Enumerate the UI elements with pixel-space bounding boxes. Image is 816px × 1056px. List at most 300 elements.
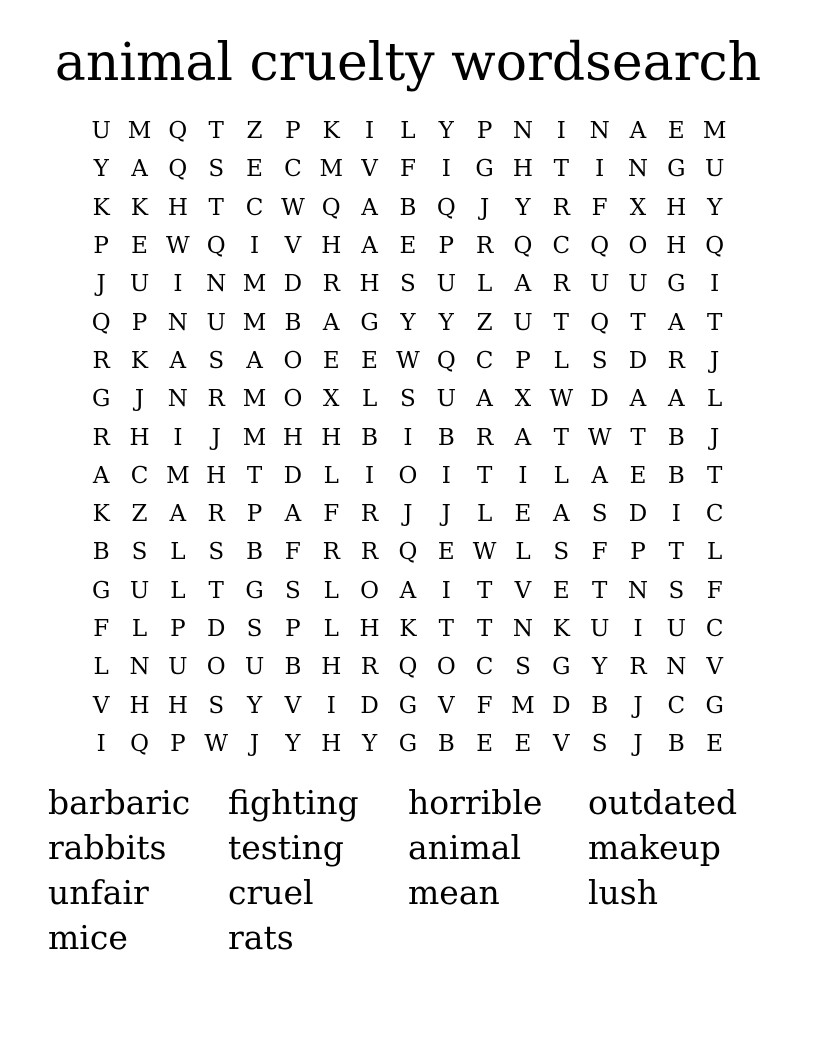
grid-cell: D bbox=[590, 386, 609, 413]
grid-cell: G bbox=[705, 692, 724, 719]
grid-cell: S bbox=[668, 577, 685, 604]
grid-cell: L bbox=[323, 577, 339, 604]
grid-cell: Q bbox=[436, 194, 456, 221]
grid-cell: K bbox=[399, 616, 417, 642]
grid-row bbox=[82, 725, 734, 763]
grid-cell: R bbox=[207, 501, 225, 528]
grid-cell: J bbox=[403, 501, 413, 528]
grid-cell: F bbox=[93, 616, 110, 642]
grid-cell: C bbox=[284, 156, 302, 183]
grid-cell: K bbox=[92, 501, 110, 528]
grid-cell: L bbox=[476, 501, 493, 528]
word-row bbox=[48, 825, 768, 870]
grid-cell: O bbox=[283, 386, 303, 413]
grid-cell: U bbox=[244, 654, 265, 681]
grid-cell: B bbox=[437, 730, 455, 757]
grid-cell: B bbox=[667, 730, 685, 757]
grid-cell: K bbox=[92, 194, 110, 221]
grid-cell: T bbox=[476, 577, 493, 604]
grid-cell: A bbox=[629, 118, 647, 145]
grid-cell: F bbox=[476, 692, 493, 719]
grid-cell: L bbox=[361, 386, 378, 413]
grid-cell: B bbox=[399, 194, 417, 221]
grid-cell: E bbox=[706, 730, 724, 757]
grid-cell: E bbox=[552, 577, 570, 604]
grid-cell: T bbox=[591, 577, 608, 604]
grid-cell: T bbox=[246, 462, 263, 489]
grid-cell: T bbox=[668, 539, 684, 566]
grid-cell: N bbox=[167, 386, 188, 413]
grid-cell: D bbox=[552, 692, 571, 719]
grid-cell: U bbox=[91, 118, 111, 145]
grid-cell: O bbox=[628, 233, 648, 260]
grid-cell: Y bbox=[400, 309, 416, 336]
grid-cell: W bbox=[281, 194, 305, 221]
grid-cell: W bbox=[472, 539, 497, 566]
word-item: rabbits bbox=[48, 828, 167, 867]
grid-cell: J bbox=[633, 692, 643, 719]
grid-cell: B bbox=[667, 462, 685, 489]
grid-cell: S bbox=[400, 271, 416, 298]
grid-cell: U bbox=[513, 309, 533, 336]
grid-cell: B bbox=[437, 424, 455, 451]
word-row bbox=[48, 780, 768, 825]
grid-cell: R bbox=[207, 386, 225, 413]
grid-cell: G bbox=[552, 654, 571, 681]
grid-cell: L bbox=[170, 539, 186, 566]
grid-cell: A bbox=[169, 347, 187, 374]
grid-cell: R bbox=[322, 271, 340, 298]
grid-cell: I bbox=[96, 730, 106, 757]
grid-row bbox=[82, 495, 734, 533]
grid-cell: C bbox=[667, 692, 686, 719]
grid-row bbox=[82, 457, 734, 495]
grid-cell: A bbox=[629, 386, 647, 413]
grid-cell: S bbox=[591, 347, 608, 374]
word-item: lush bbox=[588, 873, 658, 912]
grid-cell: O bbox=[206, 654, 226, 681]
grid-row bbox=[82, 533, 734, 571]
grid-cell: E bbox=[361, 347, 378, 374]
grid-cell: I bbox=[441, 462, 451, 489]
grid-cell: U bbox=[129, 271, 150, 298]
grid-cell: A bbox=[668, 386, 685, 413]
grid-cell: T bbox=[630, 424, 646, 451]
grid-cell: H bbox=[321, 730, 342, 757]
grid-cell: M bbox=[242, 386, 267, 413]
grid-row bbox=[82, 342, 734, 380]
grid-cell: Q bbox=[398, 539, 418, 566]
grid-cell: Y bbox=[515, 194, 531, 221]
grid-cell: M bbox=[319, 156, 344, 183]
grid-cell: Q bbox=[168, 156, 188, 183]
grid-cell: H bbox=[206, 462, 227, 489]
grid-cell: W bbox=[587, 424, 612, 451]
grid-row bbox=[82, 648, 734, 686]
grid-cell: H bbox=[129, 424, 150, 451]
grid-cell: L bbox=[707, 539, 723, 566]
grid-cell: S bbox=[131, 539, 148, 566]
word-item: horrible bbox=[408, 783, 543, 822]
grid-cell: J bbox=[479, 194, 490, 221]
grid-cell: A bbox=[169, 501, 187, 528]
grid-cell: B bbox=[284, 654, 302, 681]
grid-cell: T bbox=[553, 156, 569, 183]
grid-cell: L bbox=[707, 386, 723, 413]
grid-cell: O bbox=[436, 654, 456, 681]
grid-cell: R bbox=[360, 654, 379, 681]
grid-cell: A bbox=[476, 386, 493, 413]
grid-cell: N bbox=[512, 616, 534, 642]
grid-cell: Q bbox=[590, 233, 610, 260]
grid-cell: N bbox=[129, 654, 150, 681]
grid-cell: C bbox=[705, 501, 724, 528]
grid-cell: S bbox=[208, 692, 225, 719]
grid-cell: N bbox=[589, 118, 610, 145]
grid-cell: U bbox=[666, 616, 687, 642]
grid-cell: V bbox=[514, 577, 532, 604]
grid-cell: C bbox=[245, 194, 264, 221]
grid-cell: D bbox=[283, 462, 303, 489]
grid-cell: G bbox=[475, 156, 494, 183]
grid-cell: T bbox=[707, 309, 723, 336]
letter-grid bbox=[82, 112, 734, 763]
grid-cell: P bbox=[438, 233, 454, 260]
grid-cell: P bbox=[285, 616, 301, 642]
grid-cell: L bbox=[323, 616, 339, 642]
grid-cell: H bbox=[321, 654, 342, 681]
grid-cell: N bbox=[206, 271, 227, 298]
grid-cell: H bbox=[321, 233, 342, 260]
grid-cell: P bbox=[515, 347, 531, 374]
grid-cell: F bbox=[591, 539, 608, 566]
grid-cell: P bbox=[93, 233, 109, 260]
grid-cell: L bbox=[476, 271, 493, 298]
grid-cell: R bbox=[475, 424, 494, 451]
grid-cell: W bbox=[396, 347, 420, 374]
grid-cell: U bbox=[704, 156, 725, 183]
grid-cell: T bbox=[553, 309, 569, 336]
grid-row bbox=[82, 610, 734, 648]
grid-cell: Y bbox=[285, 730, 301, 757]
grid-cell: L bbox=[400, 118, 416, 145]
grid-cell: B bbox=[284, 309, 302, 336]
grid-cell: K bbox=[130, 347, 149, 374]
grid-cell: A bbox=[131, 156, 148, 183]
grid-cell: E bbox=[667, 118, 685, 145]
grid-cell: F bbox=[591, 194, 608, 221]
grid-cell: N bbox=[512, 118, 534, 145]
grid-cell: G bbox=[91, 386, 111, 413]
grid-cell: R bbox=[360, 539, 379, 566]
grid-cell: I bbox=[173, 424, 183, 451]
grid-cell: Y bbox=[592, 654, 608, 681]
grid-cell: J bbox=[249, 730, 260, 757]
grid-cell: L bbox=[515, 539, 531, 566]
grid-cell: B bbox=[591, 692, 609, 719]
grid-cell: A bbox=[591, 462, 608, 489]
grid-cell: U bbox=[436, 386, 456, 413]
grid-cell: I bbox=[403, 424, 413, 451]
grid-cell: E bbox=[514, 730, 532, 757]
word-item: testing bbox=[228, 828, 344, 867]
grid-cell: U bbox=[436, 271, 456, 298]
word-item: outdated bbox=[588, 783, 738, 822]
grid-row bbox=[82, 303, 734, 341]
grid-cell: T bbox=[630, 309, 646, 336]
grid-cell: A bbox=[322, 309, 340, 336]
grid-row bbox=[82, 150, 734, 188]
grid-cell: E bbox=[131, 233, 148, 260]
grid-cell: R bbox=[322, 539, 340, 566]
grid-cell: N bbox=[627, 577, 649, 604]
grid-cell: A bbox=[284, 501, 302, 528]
grid-cell: U bbox=[129, 577, 150, 604]
grid-cell: H bbox=[167, 692, 188, 719]
grid-cell: X bbox=[629, 194, 647, 221]
word-item: animal bbox=[408, 828, 522, 867]
grid-cell: I bbox=[671, 501, 681, 528]
word-item: makeup bbox=[588, 828, 721, 867]
grid-cell: Y bbox=[438, 118, 454, 145]
grid-cell: I bbox=[326, 692, 336, 719]
grid-cell: S bbox=[285, 577, 301, 604]
grid-row bbox=[82, 572, 734, 610]
grid-cell: G bbox=[667, 156, 686, 183]
grid-cell: H bbox=[129, 692, 150, 719]
grid-cell: S bbox=[208, 539, 225, 566]
grid-cell: A bbox=[92, 462, 110, 489]
grid-cell: B bbox=[361, 424, 379, 451]
grid-row bbox=[82, 418, 734, 456]
grid-cell: S bbox=[591, 730, 608, 757]
grid-cell: M bbox=[127, 118, 152, 145]
grid-cell: A bbox=[514, 271, 532, 298]
grid-cell: G bbox=[398, 692, 418, 719]
grid-cell: M bbox=[166, 462, 190, 489]
grid-cell: G bbox=[667, 271, 686, 298]
grid-cell: E bbox=[399, 233, 417, 260]
grid-cell: Y bbox=[707, 194, 723, 221]
grid-cell: H bbox=[167, 194, 188, 221]
grid-cell: R bbox=[552, 194, 570, 221]
grid-cell: H bbox=[282, 424, 303, 451]
word-item: fighting bbox=[228, 783, 359, 822]
grid-cell: T bbox=[707, 462, 723, 489]
grid-cell: I bbox=[556, 118, 566, 145]
grid-cell: A bbox=[361, 194, 378, 221]
word-item: rats bbox=[228, 918, 294, 957]
grid-cell: C bbox=[475, 654, 494, 681]
grid-cell: I bbox=[173, 271, 183, 298]
grid-cell: Y bbox=[93, 156, 109, 183]
grid-cell: N bbox=[167, 309, 188, 336]
grid-cell: H bbox=[666, 194, 687, 221]
grid-cell: R bbox=[92, 347, 110, 374]
grid-cell: P bbox=[170, 730, 186, 757]
grid-cell: C bbox=[475, 347, 494, 374]
grid-cell: D bbox=[206, 616, 226, 642]
grid-cell: T bbox=[208, 194, 224, 221]
grid-cell: G bbox=[91, 577, 111, 604]
grid-cell: T bbox=[438, 616, 454, 642]
grid-cell: Q bbox=[168, 118, 188, 145]
grid-cell: Y bbox=[361, 730, 378, 757]
grid-cell: Q bbox=[705, 233, 725, 260]
word-item: unfair bbox=[48, 873, 149, 912]
grid-row bbox=[82, 227, 734, 265]
grid-cell: T bbox=[553, 424, 569, 451]
grid-cell: P bbox=[246, 501, 263, 528]
grid-cell: C bbox=[130, 462, 149, 489]
grid-cell: W bbox=[166, 233, 190, 260]
grid-cell: A bbox=[361, 233, 378, 260]
grid-cell: L bbox=[553, 347, 569, 374]
grid-cell: K bbox=[552, 616, 570, 642]
word-row bbox=[48, 870, 768, 915]
grid-cell: J bbox=[96, 271, 106, 298]
grid-cell: M bbox=[702, 118, 727, 145]
grid-cell: V bbox=[284, 233, 302, 260]
grid-row bbox=[82, 189, 734, 227]
grid-cell: L bbox=[170, 577, 186, 604]
grid-cell: S bbox=[246, 616, 263, 642]
grid-cell: H bbox=[359, 271, 380, 298]
grid-cell: V bbox=[706, 654, 723, 681]
grid-cell: L bbox=[323, 462, 339, 489]
grid-cell: W bbox=[204, 730, 229, 757]
grid-cell: J bbox=[134, 386, 145, 413]
grid-cell: L bbox=[553, 462, 569, 489]
grid-cell: U bbox=[628, 271, 648, 298]
grid-cell: W bbox=[549, 386, 574, 413]
grid-cell: V bbox=[437, 692, 455, 719]
grid-cell: T bbox=[476, 616, 493, 642]
grid-cell: D bbox=[628, 347, 648, 374]
grid-cell: T bbox=[208, 118, 224, 145]
grid-cell: E bbox=[629, 462, 647, 489]
grid-cell: J bbox=[441, 501, 451, 528]
grid-cell: Q bbox=[436, 347, 456, 374]
grid-row bbox=[82, 686, 734, 724]
grid-cell: H bbox=[666, 233, 687, 260]
grid-cell: G bbox=[360, 309, 379, 336]
grid-cell: Z bbox=[476, 309, 493, 336]
grid-cell: J bbox=[211, 424, 221, 451]
grid-cell: M bbox=[242, 424, 267, 451]
grid-cell: C bbox=[552, 233, 571, 260]
grid-cell: F bbox=[706, 577, 723, 604]
grid-cell: V bbox=[361, 156, 378, 183]
grid-cell: A bbox=[514, 424, 532, 451]
grid-cell: I bbox=[250, 233, 260, 260]
grid-cell: I bbox=[518, 462, 528, 489]
grid-cell: S bbox=[400, 386, 416, 413]
grid-cell: U bbox=[589, 616, 610, 642]
grid-cell: O bbox=[283, 347, 303, 374]
grid-cell: X bbox=[323, 386, 340, 413]
grid-cell: A bbox=[668, 309, 685, 336]
grid-cell: I bbox=[441, 156, 451, 183]
grid-cell: Q bbox=[513, 233, 533, 260]
grid-cell: F bbox=[323, 501, 340, 528]
grid-cell: Q bbox=[206, 233, 226, 260]
grid-cell: E bbox=[322, 347, 340, 374]
grid-cell: Y bbox=[246, 692, 263, 719]
grid-cell: T bbox=[476, 462, 493, 489]
grid-cell: P bbox=[131, 309, 148, 336]
word-item: barbaric bbox=[48, 783, 191, 822]
grid-cell: I bbox=[365, 118, 375, 145]
grid-cell: V bbox=[552, 730, 570, 757]
grid-cell: I bbox=[441, 577, 451, 604]
grid-cell: U bbox=[206, 309, 226, 336]
grid-cell: E bbox=[476, 730, 493, 757]
grid-cell: I bbox=[710, 271, 720, 298]
grid-cell: E bbox=[437, 539, 455, 566]
grid-cell: G bbox=[245, 577, 264, 604]
grid-cell: U bbox=[589, 271, 610, 298]
grid-cell: J bbox=[710, 347, 720, 374]
grid-cell: B bbox=[667, 424, 685, 451]
grid-cell: Y bbox=[438, 309, 454, 336]
grid-cell: S bbox=[208, 156, 225, 183]
grid-cell: R bbox=[552, 271, 570, 298]
grid-row bbox=[82, 265, 734, 303]
word-item: mice bbox=[48, 918, 128, 957]
grid-cell: F bbox=[399, 156, 416, 183]
grid-row bbox=[82, 112, 734, 150]
grid-cell: B bbox=[246, 539, 263, 566]
grid-cell: Q bbox=[398, 654, 418, 681]
grid-cell: R bbox=[667, 347, 685, 374]
grid-cell: P bbox=[630, 539, 646, 566]
grid-cell: R bbox=[360, 501, 379, 528]
grid-cell: C bbox=[705, 616, 724, 642]
grid-cell: B bbox=[92, 539, 110, 566]
grid-cell: Z bbox=[131, 501, 148, 528]
grid-cell: V bbox=[92, 692, 110, 719]
word-row bbox=[48, 915, 768, 960]
grid-cell: L bbox=[131, 616, 148, 642]
grid-cell: P bbox=[170, 616, 186, 642]
grid-cell: M bbox=[511, 692, 535, 719]
grid-cell: J bbox=[633, 730, 643, 757]
grid-cell: Q bbox=[91, 309, 111, 336]
grid-cell: N bbox=[627, 156, 649, 183]
grid-cell: H bbox=[321, 424, 342, 451]
grid-cell: R bbox=[629, 654, 647, 681]
grid-cell: K bbox=[130, 194, 149, 221]
grid-cell: J bbox=[710, 424, 720, 451]
grid-cell: X bbox=[514, 386, 532, 413]
grid-cell: N bbox=[666, 654, 687, 681]
grid-cell: Q bbox=[590, 309, 610, 336]
word-list bbox=[48, 780, 768, 960]
grid-cell: E bbox=[246, 156, 263, 183]
grid-cell: F bbox=[284, 539, 301, 566]
grid-cell: H bbox=[359, 616, 380, 642]
grid-cell: U bbox=[168, 654, 188, 681]
grid-cell: O bbox=[398, 462, 418, 489]
page-title: animal cruelty wordsearch bbox=[54, 33, 762, 93]
grid-cell: S bbox=[208, 347, 225, 374]
grid-cell: R bbox=[92, 424, 110, 451]
grid-cell: D bbox=[360, 692, 379, 719]
word-item: mean bbox=[408, 873, 500, 912]
grid-cell: M bbox=[242, 271, 267, 298]
grid-cell: A bbox=[399, 577, 417, 604]
